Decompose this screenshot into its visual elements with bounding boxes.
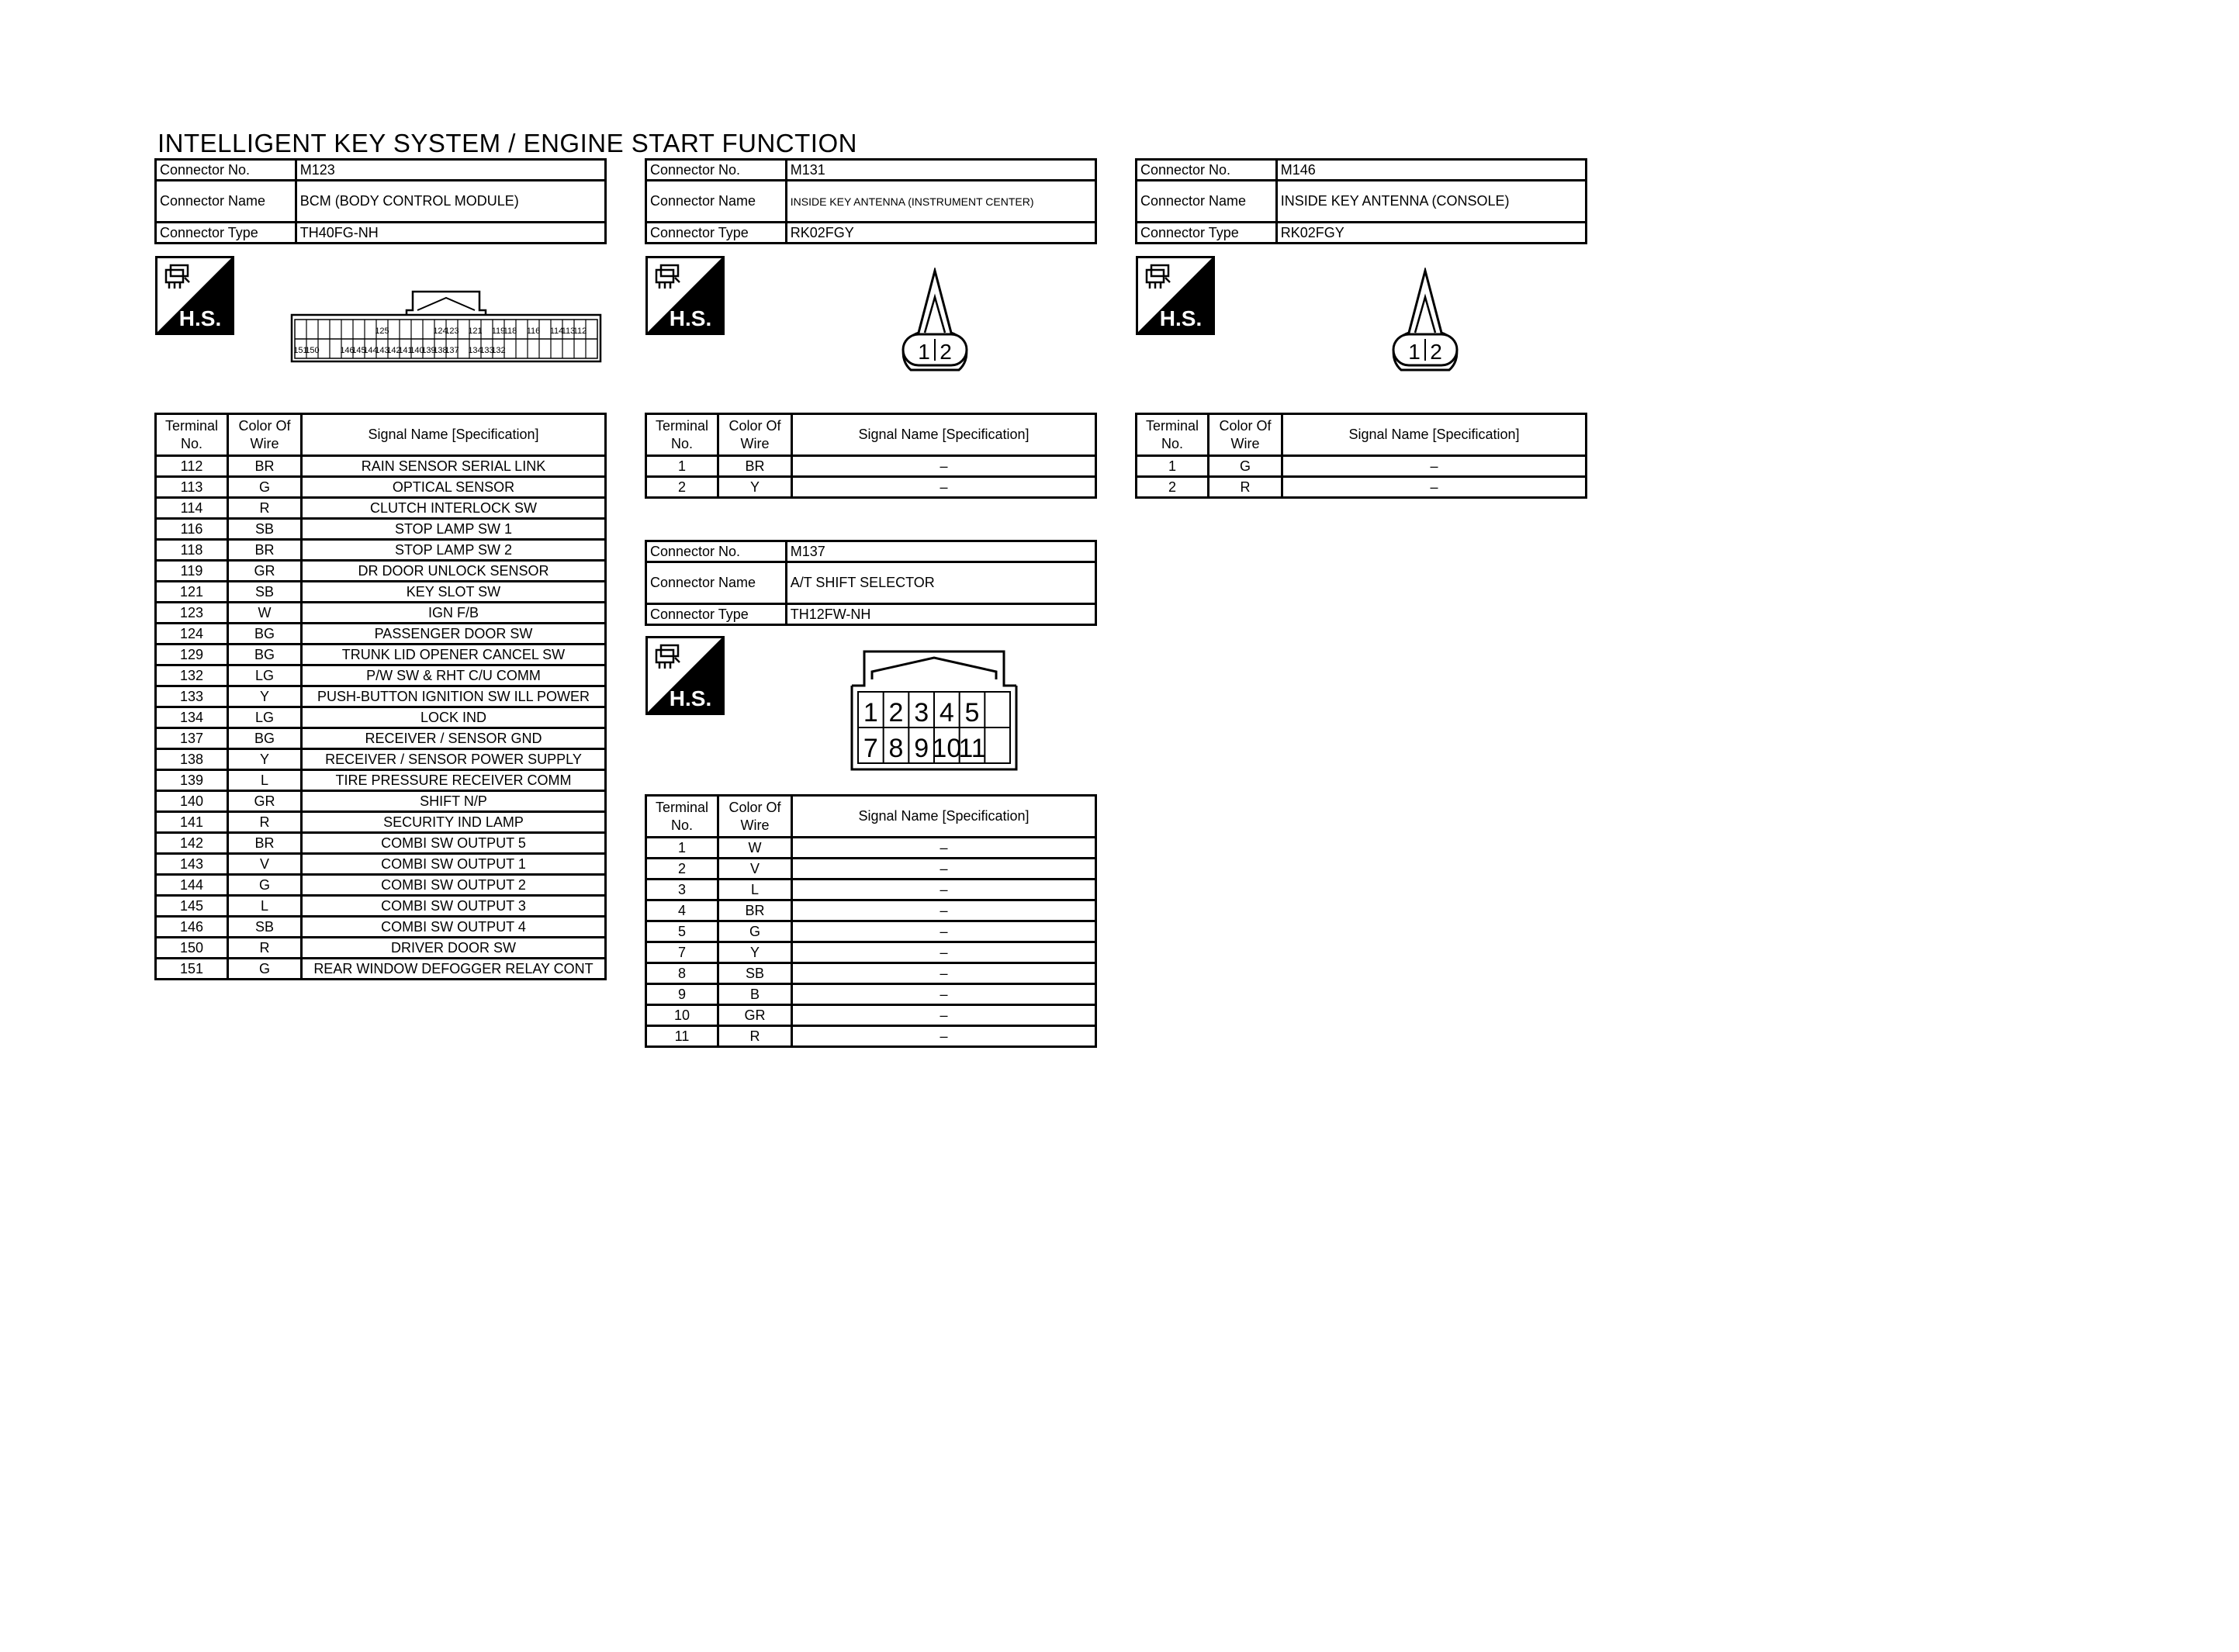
svg-text:H.S.: H.S. xyxy=(669,306,712,330)
table-row xyxy=(156,540,606,561)
terminal-no-cell: 8 xyxy=(646,963,718,984)
connector-type-value: RK02FGY xyxy=(786,223,1095,244)
table-row xyxy=(646,880,1096,900)
wire-color-cell: BR xyxy=(228,540,302,561)
wire-color-cell: G xyxy=(228,477,302,498)
terminal-no-header: Terminal No. xyxy=(646,796,718,838)
table-row xyxy=(646,900,1096,921)
connector-info-m123 xyxy=(154,158,607,244)
svg-text:9: 9 xyxy=(914,734,929,763)
signal-name-cell: – xyxy=(792,477,1096,498)
harness-side-icon xyxy=(645,256,725,335)
signal-name-cell: COMBI SW OUTPUT 1 xyxy=(302,854,606,875)
wire-color-cell: BG xyxy=(228,728,302,749)
svg-text:138: 138 xyxy=(433,346,448,355)
signal-name-cell: – xyxy=(792,859,1096,880)
svg-text:1: 1 xyxy=(918,340,930,364)
svg-text:118: 118 xyxy=(503,327,517,336)
terminal-no-cell: 132 xyxy=(156,665,228,686)
connector-name-label: Connector Name xyxy=(156,181,296,223)
harness-side-icon xyxy=(645,636,725,715)
signal-table-m131 xyxy=(645,413,1097,499)
svg-text:11: 11 xyxy=(958,734,986,763)
svg-text:143: 143 xyxy=(375,346,389,355)
wire-color-cell: Y xyxy=(228,686,302,707)
table-row xyxy=(156,833,606,854)
svg-text:7: 7 xyxy=(863,734,878,763)
terminal-no-cell: 3 xyxy=(646,880,718,900)
connector-face-m146 xyxy=(1384,268,1466,372)
signal-name-cell: STOP LAMP SW 2 xyxy=(302,540,606,561)
signal-table-m146 xyxy=(1135,413,1587,499)
signal-name-cell: STOP LAMP SW 1 xyxy=(302,519,606,540)
signal-name-cell: COMBI SW OUTPUT 2 xyxy=(302,875,606,896)
table-row xyxy=(646,456,1096,477)
svg-text:139: 139 xyxy=(421,346,436,355)
svg-text:2: 2 xyxy=(940,340,952,364)
svg-text:144: 144 xyxy=(363,346,378,355)
connector-no-value: M137 xyxy=(786,541,1095,562)
wire-color-cell: R xyxy=(228,498,302,519)
signal-name-cell: SECURITY IND LAMP xyxy=(302,812,606,833)
wire-color-cell: B xyxy=(718,984,792,1005)
table-row xyxy=(156,707,606,728)
svg-text:H.S.: H.S. xyxy=(178,306,222,330)
table-row xyxy=(646,963,1096,984)
svg-text:142: 142 xyxy=(386,346,401,355)
svg-text:H.S.: H.S. xyxy=(1159,306,1203,330)
signal-name-cell: COMBI SW OUTPUT 4 xyxy=(302,917,606,938)
signal-name-cell: RECEIVER / SENSOR POWER SUPPLY xyxy=(302,749,606,770)
terminal-no-cell: 145 xyxy=(156,896,228,917)
terminal-no-header: Terminal No. xyxy=(156,414,228,456)
wire-color-cell: SB xyxy=(228,519,302,540)
table-row xyxy=(646,942,1096,963)
connector-no-label: Connector No. xyxy=(156,160,296,181)
table-row xyxy=(156,896,606,917)
signal-name-cell: SHIFT N/P xyxy=(302,791,606,812)
connector-no-label: Connector No. xyxy=(646,541,787,562)
table-row xyxy=(646,1005,1096,1026)
signal-name-cell: – xyxy=(792,456,1096,477)
svg-text:112: 112 xyxy=(573,327,587,336)
harness-side-icon xyxy=(1136,256,1215,335)
signal-name-cell: LOCK IND xyxy=(302,707,606,728)
svg-text:2: 2 xyxy=(1430,340,1442,364)
svg-text:123: 123 xyxy=(445,327,459,336)
terminal-no-cell: 123 xyxy=(156,603,228,624)
wire-color-cell: Y xyxy=(718,477,792,498)
svg-text:2: 2 xyxy=(888,698,904,728)
table-row xyxy=(156,582,606,603)
wire-color-cell: Y xyxy=(228,749,302,770)
table-row xyxy=(156,645,606,665)
table-row xyxy=(156,959,606,980)
signal-name-header: Signal Name [Specification] xyxy=(792,796,1096,838)
connector-type-value: TH12FW-NH xyxy=(786,604,1095,625)
svg-text:10: 10 xyxy=(932,734,962,763)
table-row xyxy=(156,561,606,582)
terminal-no-cell: 10 xyxy=(646,1005,718,1026)
table-row xyxy=(156,519,606,540)
svg-text:132: 132 xyxy=(491,346,506,355)
wire-color-cell: R xyxy=(228,938,302,959)
svg-text:4: 4 xyxy=(939,698,954,728)
connector-type-label: Connector Type xyxy=(646,223,787,244)
signal-name-cell: – xyxy=(792,1005,1096,1026)
svg-text:141: 141 xyxy=(398,346,413,355)
wire-color-cell: BR xyxy=(718,456,792,477)
table-row xyxy=(156,770,606,791)
signal-name-cell: – xyxy=(792,1026,1096,1047)
connector-type-label: Connector Type xyxy=(1137,223,1277,244)
terminal-no-cell: 114 xyxy=(156,498,228,519)
signal-name-cell: – xyxy=(792,984,1096,1005)
signal-name-cell: P/W SW & RHT C/U COMM xyxy=(302,665,606,686)
signal-name-cell: TRUNK LID OPENER CANCEL SW xyxy=(302,645,606,665)
wire-color-cell: V xyxy=(228,854,302,875)
terminal-no-cell: 7 xyxy=(646,942,718,963)
terminal-no-cell: 141 xyxy=(156,812,228,833)
table-row xyxy=(646,838,1096,859)
signal-name-cell: DR DOOR UNLOCK SENSOR xyxy=(302,561,606,582)
connector-type-label: Connector Type xyxy=(156,223,296,244)
terminal-no-header: Terminal No. xyxy=(646,414,718,456)
terminal-no-cell: 9 xyxy=(646,984,718,1005)
terminal-no-cell: 2 xyxy=(646,859,718,880)
table-row xyxy=(1137,456,1587,477)
terminal-no-cell: 113 xyxy=(156,477,228,498)
terminal-no-cell: 118 xyxy=(156,540,228,561)
connector-name-label: Connector Name xyxy=(646,562,787,604)
wire-color-cell: GR xyxy=(228,791,302,812)
harness-side-icon xyxy=(155,256,234,335)
connector-no-value: M146 xyxy=(1276,160,1586,181)
terminal-no-cell: 144 xyxy=(156,875,228,896)
svg-text:119: 119 xyxy=(491,327,506,336)
signal-name-cell: – xyxy=(792,963,1096,984)
table-row xyxy=(646,859,1096,880)
terminal-no-cell: 151 xyxy=(156,959,228,980)
table-row xyxy=(156,665,606,686)
svg-text:140: 140 xyxy=(410,346,424,355)
table-row xyxy=(156,854,606,875)
table-row xyxy=(156,728,606,749)
table-row xyxy=(156,477,606,498)
wire-color-cell: SB xyxy=(228,582,302,603)
signal-name-cell: – xyxy=(792,838,1096,859)
connector-info-m146 xyxy=(1135,158,1587,244)
svg-text:8: 8 xyxy=(888,734,904,763)
svg-text:125: 125 xyxy=(375,327,389,336)
signal-name-header: Signal Name [Specification] xyxy=(792,414,1096,456)
wire-color-header: Color Of Wire xyxy=(718,796,792,838)
signal-name-cell: – xyxy=(792,880,1096,900)
terminal-no-cell: 1 xyxy=(646,838,718,859)
connector-face-m123 xyxy=(290,289,602,363)
svg-text:H.S.: H.S. xyxy=(669,686,712,710)
connector-no-value: M131 xyxy=(786,160,1095,181)
terminal-no-cell: 137 xyxy=(156,728,228,749)
table-row xyxy=(156,603,606,624)
connector-face-m131 xyxy=(894,268,976,372)
wire-color-cell: L xyxy=(228,896,302,917)
wire-color-cell: BR xyxy=(718,900,792,921)
terminal-no-cell: 138 xyxy=(156,749,228,770)
signal-name-cell: CLUTCH INTERLOCK SW xyxy=(302,498,606,519)
wire-color-cell: SB xyxy=(228,917,302,938)
wire-color-header: Color Of Wire xyxy=(718,414,792,456)
svg-text:150: 150 xyxy=(305,346,320,355)
terminal-no-cell: 124 xyxy=(156,624,228,645)
wire-color-cell: BR xyxy=(228,456,302,477)
signal-name-cell: COMBI SW OUTPUT 3 xyxy=(302,896,606,917)
wire-color-cell: R xyxy=(1209,477,1282,498)
signal-name-cell: PASSENGER DOOR SW xyxy=(302,624,606,645)
svg-text:3: 3 xyxy=(914,698,929,728)
signal-table-m123 xyxy=(154,413,607,980)
table-row xyxy=(156,812,606,833)
wire-color-cell: LG xyxy=(228,707,302,728)
connector-name-value: INSIDE KEY ANTENNA (CONSOLE) xyxy=(1276,181,1586,223)
connector-name-value: A/T SHIFT SELECTOR xyxy=(786,562,1095,604)
table-row xyxy=(646,984,1096,1005)
svg-text:116: 116 xyxy=(526,327,541,336)
terminal-no-cell: 133 xyxy=(156,686,228,707)
signal-name-cell: PUSH-BUTTON IGNITION SW ILL POWER xyxy=(302,686,606,707)
signal-name-cell: IGN F/B xyxy=(302,603,606,624)
connector-no-value: M123 xyxy=(296,160,605,181)
signal-name-header: Signal Name [Specification] xyxy=(302,414,606,456)
wire-color-cell: LG xyxy=(228,665,302,686)
terminal-no-cell: 2 xyxy=(646,477,718,498)
wire-color-cell: R xyxy=(228,812,302,833)
svg-text:114: 114 xyxy=(549,327,564,336)
table-row xyxy=(156,686,606,707)
connector-name-label: Connector Name xyxy=(646,181,787,223)
wire-color-cell: W xyxy=(718,838,792,859)
wire-color-cell: BR xyxy=(228,833,302,854)
terminal-no-cell: 1 xyxy=(1137,456,1209,477)
connector-info-m131 xyxy=(645,158,1097,244)
table-row xyxy=(646,921,1096,942)
terminal-no-cell: 129 xyxy=(156,645,228,665)
signal-name-cell: OPTICAL SENSOR xyxy=(302,477,606,498)
signal-name-header: Signal Name [Specification] xyxy=(1282,414,1587,456)
wire-color-cell: BG xyxy=(228,645,302,665)
terminal-no-cell: 2 xyxy=(1137,477,1209,498)
signal-name-cell: – xyxy=(1282,456,1587,477)
terminal-no-cell: 119 xyxy=(156,561,228,582)
wire-color-cell: L xyxy=(718,880,792,900)
terminal-no-cell: 143 xyxy=(156,854,228,875)
terminal-no-cell: 112 xyxy=(156,456,228,477)
connector-name-value: INSIDE KEY ANTENNA (INSTRUMENT CENTER) xyxy=(786,181,1095,223)
connector-info-m137 xyxy=(645,540,1097,626)
svg-text:145: 145 xyxy=(351,346,366,355)
signal-name-cell: COMBI SW OUTPUT 5 xyxy=(302,833,606,854)
signal-name-cell: DRIVER DOOR SW xyxy=(302,938,606,959)
terminal-no-cell: 134 xyxy=(156,707,228,728)
svg-text:134: 134 xyxy=(468,346,483,355)
wire-color-cell: L xyxy=(228,770,302,791)
svg-text:133: 133 xyxy=(479,346,494,355)
terminal-no-cell: 140 xyxy=(156,791,228,812)
svg-text:1: 1 xyxy=(1408,340,1421,364)
connector-name-label: Connector Name xyxy=(1137,181,1277,223)
table-row xyxy=(646,477,1096,498)
table-row xyxy=(156,456,606,477)
connector-type-label: Connector Type xyxy=(646,604,787,625)
table-row xyxy=(156,791,606,812)
wire-color-cell: G xyxy=(1209,456,1282,477)
svg-text:121: 121 xyxy=(468,327,483,336)
svg-text:1: 1 xyxy=(863,698,878,728)
terminal-no-cell: 150 xyxy=(156,938,228,959)
svg-text:137: 137 xyxy=(445,346,459,355)
wire-color-cell: Y xyxy=(718,942,792,963)
wire-color-header: Color Of Wire xyxy=(1209,414,1282,456)
signal-name-cell: – xyxy=(792,942,1096,963)
wire-color-cell: W xyxy=(228,603,302,624)
signal-name-cell: RECEIVER / SENSOR GND xyxy=(302,728,606,749)
terminal-no-cell: 4 xyxy=(646,900,718,921)
signal-name-cell: – xyxy=(1282,477,1587,498)
svg-text:113: 113 xyxy=(561,327,576,336)
signal-name-cell: REAR WINDOW DEFOGGER RELAY CONT xyxy=(302,959,606,980)
svg-text:124: 124 xyxy=(433,327,448,336)
table-row xyxy=(156,917,606,938)
table-row xyxy=(156,938,606,959)
page-title: INTELLIGENT KEY SYSTEM / ENGINE START FUNCTION xyxy=(157,129,857,157)
terminal-no-cell: 1 xyxy=(646,456,718,477)
signal-table-m137 xyxy=(645,794,1097,1048)
terminal-no-cell: 139 xyxy=(156,770,228,791)
svg-text:5: 5 xyxy=(964,698,980,728)
wire-color-cell: G xyxy=(228,875,302,896)
wire-color-cell: BG xyxy=(228,624,302,645)
terminal-no-cell: 116 xyxy=(156,519,228,540)
connector-type-value: RK02FGY xyxy=(1276,223,1586,244)
wire-color-header: Color Of Wire xyxy=(228,414,302,456)
connector-type-value: TH40FG-NH xyxy=(296,223,605,244)
wire-color-cell: SB xyxy=(718,963,792,984)
table-row xyxy=(646,1026,1096,1047)
connector-no-label: Connector No. xyxy=(1137,160,1277,181)
wire-color-cell: G xyxy=(228,959,302,980)
signal-name-cell: TIRE PRESSURE RECEIVER COMM xyxy=(302,770,606,791)
table-row xyxy=(1137,477,1587,498)
connector-no-label: Connector No. xyxy=(646,160,787,181)
signal-name-cell: KEY SLOT SW xyxy=(302,582,606,603)
signal-name-cell: – xyxy=(792,921,1096,942)
connector-face-m137 xyxy=(850,648,1018,771)
table-row xyxy=(156,749,606,770)
signal-name-cell: – xyxy=(792,900,1096,921)
connector-name-value: BCM (BODY CONTROL MODULE) xyxy=(296,181,605,223)
wire-color-cell: V xyxy=(718,859,792,880)
table-row xyxy=(156,624,606,645)
svg-text:151: 151 xyxy=(293,346,308,355)
wire-color-cell: G xyxy=(718,921,792,942)
wire-color-cell: GR xyxy=(228,561,302,582)
terminal-no-cell: 142 xyxy=(156,833,228,854)
terminal-no-cell: 11 xyxy=(646,1026,718,1047)
terminal-no-cell: 5 xyxy=(646,921,718,942)
terminal-no-cell: 121 xyxy=(156,582,228,603)
terminal-no-header: Terminal No. xyxy=(1137,414,1209,456)
table-row xyxy=(156,498,606,519)
table-row xyxy=(156,875,606,896)
wire-color-cell: R xyxy=(718,1026,792,1047)
terminal-no-cell: 146 xyxy=(156,917,228,938)
signal-name-cell: RAIN SENSOR SERIAL LINK xyxy=(302,456,606,477)
svg-text:146: 146 xyxy=(340,346,355,355)
wire-color-cell: GR xyxy=(718,1005,792,1026)
